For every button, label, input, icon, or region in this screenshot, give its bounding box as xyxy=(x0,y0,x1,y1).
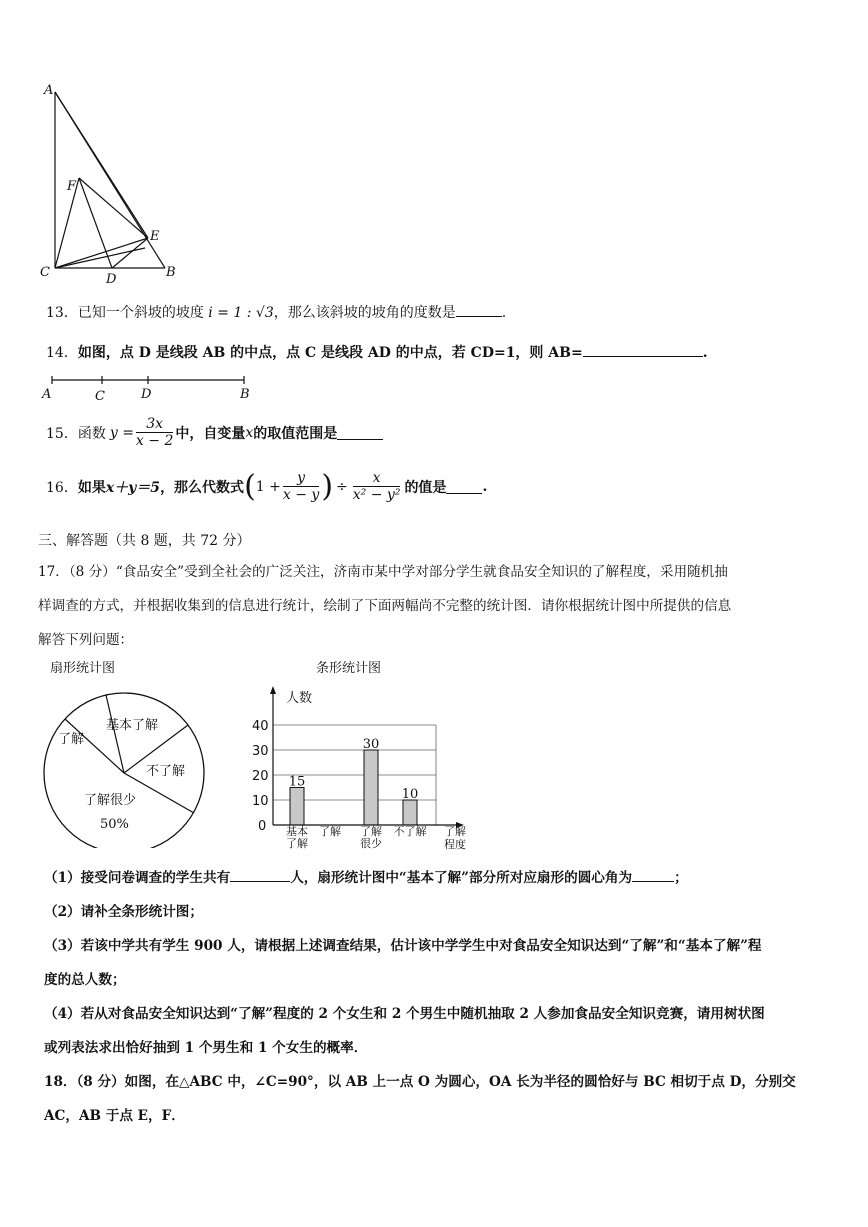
q15-text-2: 中，自变量 xyxy=(175,425,246,442)
q16-text-2: ，那么代数式 xyxy=(160,479,245,496)
q15-lhs: y = xyxy=(109,424,134,441)
pie-chart xyxy=(36,652,212,848)
q13-end: . xyxy=(501,305,507,321)
q14-text: 如图，点 D 是线段 AB 的中点，点 C 是线段 AD 的中点，若 CD=1，则 AB= xyxy=(77,345,583,361)
q16-fraction-1 xyxy=(283,470,319,503)
q13-formula: i = 1 : √3 xyxy=(208,305,274,321)
question-16 xyxy=(46,470,487,503)
pie-label-little-pct: 50% xyxy=(100,817,129,832)
q18-line-1: 18．（8 分）如图，在△ABC 中，∠C=90°，以 AB 上一点 O 为圆心，OA 长为半径的圆恰好与 BC 相切于点 D，分别交 xyxy=(44,1074,796,1090)
q15-text-1: 函数 xyxy=(77,425,106,442)
section-3-title: 三、解答题（共 8 题，共 72 分） xyxy=(38,533,251,549)
q15-number: 15． xyxy=(46,425,78,442)
q16-fraction-2 xyxy=(353,470,401,503)
bar-x-labels xyxy=(286,824,427,850)
x-tick-label: 了解 xyxy=(319,825,341,838)
q17-sub4-line-2: 或列表法求出恰好抽到 1 个男生和 1 个女生的概率． xyxy=(44,1040,368,1056)
x-tick-label: 了解 xyxy=(286,837,308,850)
q15-answer-blank[interactable] xyxy=(337,425,383,440)
bar-y-arrow xyxy=(270,686,276,694)
bar-0 xyxy=(290,788,304,826)
bar-chart-ylabel: 人数 xyxy=(286,691,313,706)
q17-sub3-line-2: 度的总人数； xyxy=(44,972,126,988)
x-tick-label: 很少 xyxy=(360,837,382,850)
y-tick-label: 40 xyxy=(252,719,269,734)
q18-line-2: AC，AB 于点 E，F． xyxy=(44,1108,185,1124)
label-B: B xyxy=(166,265,176,280)
bar-y-ticks xyxy=(252,719,269,834)
q13-answer-blank[interactable] xyxy=(456,302,502,317)
x-tick-label: 了解 xyxy=(360,825,382,838)
q17-sub1-a: （1）接受问卷调查的学生共有 xyxy=(44,870,231,886)
q17-sub1-blank-2[interactable] xyxy=(632,867,674,882)
q15-numerator: 3x xyxy=(136,416,173,433)
q17-sub3-line-1: （3）若该中学共有学生 900 人，请根据上述调查结果，估计该中学学生中对食品安全知识达到“了解”和“基本了解”程 xyxy=(44,938,762,954)
q15-text-3: 的取值范围是 xyxy=(253,425,338,442)
y-tick-label: 30 xyxy=(252,744,269,759)
q14-answer-blank[interactable] xyxy=(583,342,703,357)
pie-label-basic: 基本了解 xyxy=(106,718,159,733)
q16-text-3: 的值是 xyxy=(404,479,447,496)
bar-2 xyxy=(364,750,378,825)
q16-end: . xyxy=(482,478,488,495)
label-D: D xyxy=(106,272,117,287)
q13-text-1: 已知一个斜坡的坡度 xyxy=(77,305,204,321)
q15-fraction xyxy=(136,416,173,449)
q17-sub4-line-1: （4）若从对食品安全知识达到“了解”程度的 2 个女生和 2 个男生中随机抽取 2 人参加食品安全知识竞赛，请用树状图 xyxy=(44,1006,765,1022)
bar-3 xyxy=(403,800,417,825)
q17-sub1-blank-1[interactable] xyxy=(230,867,290,882)
q16-divide: ÷ xyxy=(336,478,348,495)
q16-condition: x＋y＝5 xyxy=(105,479,161,496)
y-tick-label: 0 xyxy=(258,819,267,834)
pie-label-notknow: 不了解 xyxy=(146,764,186,779)
x-tick-label: 基本 xyxy=(286,825,308,838)
question-15 xyxy=(46,416,383,449)
segment-figure xyxy=(40,372,260,404)
q14-end: . xyxy=(702,345,708,361)
pie-title: 扇形统计图 xyxy=(50,661,116,676)
bar-xlabel-line-2: 程度 xyxy=(444,838,466,851)
q13-number: 13． xyxy=(46,305,78,321)
bar-chart xyxy=(240,652,472,852)
seg-label-B: B xyxy=(240,387,250,402)
bar-xlabel-line-1: 了解 xyxy=(444,825,466,838)
q16-f2-numerator: x xyxy=(353,470,401,487)
question-13 xyxy=(46,302,506,322)
pie-label-little: 了解很少 xyxy=(84,793,137,808)
label-F: F xyxy=(67,179,77,194)
q15-denominator: x − 2 xyxy=(135,433,174,449)
q17-line-3: 解答下列问题： xyxy=(38,632,134,648)
x-tick-label: 不了解 xyxy=(393,825,427,838)
q16-f1-numerator: y xyxy=(283,470,319,487)
q16-f1-denominator: x − y xyxy=(282,487,320,503)
pie-label-know: 了解 xyxy=(58,732,85,747)
bar-chart-title: 条形统计图 xyxy=(316,661,382,676)
q16-left-paren: ( xyxy=(244,468,256,504)
q14-number: 14． xyxy=(46,345,78,361)
label-C: C xyxy=(40,265,50,280)
q17-line-1: 17．（8 分）“食品安全”受到全社会的广泛关注，济南市某中学对部分学生就食品安全知识的了解程度，采用随机抽 xyxy=(38,564,728,580)
q17-line-2: 样调查的方式，并根据收集到的信息进行统计，绘制了下面两幅尚不完整的统计图．请你根据统计图中所提供的信息 xyxy=(38,598,732,614)
q17-sub1-c: ； xyxy=(674,870,688,886)
q17-sub2: （2）请补全条形统计图； xyxy=(44,904,203,920)
y-tick-label: 20 xyxy=(252,769,269,784)
q16-answer-blank[interactable] xyxy=(446,479,482,494)
seg-label-A: A xyxy=(42,387,52,402)
seg-label-C: C xyxy=(95,389,105,404)
q15-var: x xyxy=(245,424,254,441)
q17-sub1-b: 人，扇形统计图中“基本了解”部分所对应扇形的圆心角为 xyxy=(290,870,633,886)
bar-data-label: 10 xyxy=(401,787,419,802)
bar-data-label: 30 xyxy=(362,737,380,752)
q13-text-2: ，那么该斜坡的坡角的度数是 xyxy=(273,305,456,321)
label-A: A xyxy=(44,83,54,98)
seg-label-D: D xyxy=(141,387,152,402)
q16-text-1: 如果 xyxy=(77,479,106,496)
q16-right-paren: ) xyxy=(321,468,334,504)
y-tick-label: 10 xyxy=(252,794,269,809)
q16-number: 16． xyxy=(46,479,78,496)
q16-one-plus: 1 + xyxy=(255,478,281,495)
label-E: E xyxy=(150,229,160,244)
q16-f2-denominator: x² − y² xyxy=(352,487,401,503)
q17-sub1 xyxy=(44,866,688,886)
bar-data-label: 15 xyxy=(288,774,306,790)
triangle-figure xyxy=(30,80,190,290)
question-14 xyxy=(46,342,708,362)
